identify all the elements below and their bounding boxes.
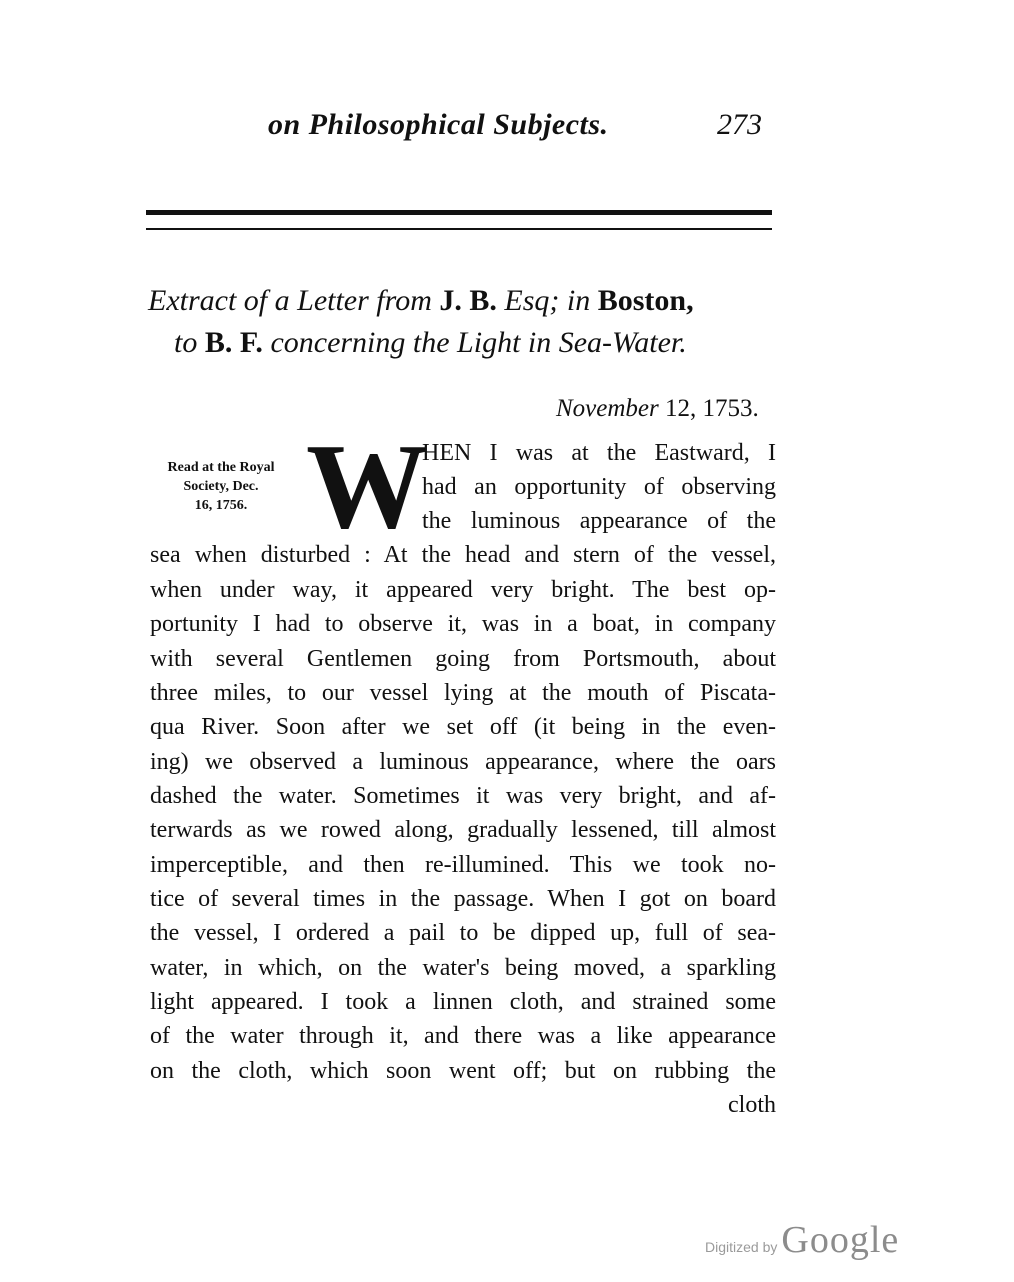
running-title: on Philosophical Subjects. [268,108,609,141]
letter-date [556,395,759,423]
body-line: had an opportunity of observing [422,474,776,500]
margin-note-line: Society, Dec. [183,479,259,494]
title-part: to [174,326,198,359]
title-initials: J. B. [439,284,497,317]
body-line: dashed the water. Sometimes it was very bright, and af- [150,783,776,809]
catchword: cloth [728,1092,776,1118]
article-title-line-2 [174,326,687,360]
body-line: qua River. Soon after we set off (it being in the even- [150,714,776,740]
body-line: when under way, it appeared very bright. The best op- [150,577,776,603]
date-month: November [556,395,659,422]
title-initials: B. F. [204,326,263,359]
header-rule-thick [146,210,772,215]
body-line: the vessel, I ordered a pail to be dipped up, full of sea- [150,920,776,946]
body-line: imperceptible, and then re-illumined. This we took no- [150,852,776,878]
body-line: ing) we observed a luminous appearance, where the oars [150,749,776,775]
margin-note [136,458,306,515]
title-part: concerning the Light in Sea-Water. [270,326,687,359]
title-place: Boston, [597,284,694,317]
body-line: with several Gentlemen going from Portsmouth, about [150,646,776,672]
margin-note-line: 16, 1756. [194,498,248,513]
title-part: Esq; [504,284,560,317]
google-logo: Google [781,1219,900,1261]
digitized-watermark [705,1218,899,1262]
body-line: light appeared. I took a linnen cloth, and strained some [150,989,776,1015]
body-line: of the water through it, and there was a like appearance [150,1023,776,1049]
body-line: on the cloth, which soon went off; but on rubbing the [150,1058,776,1084]
title-part: Extract of a Letter from [148,284,432,317]
date-day-year: 12, 1753. [665,395,759,422]
title-part: in [566,284,591,317]
page-number: 273 [717,108,762,141]
margin-note-line: Read at the Royal [167,460,275,475]
article-title-line-1 [148,284,694,318]
body-line: three miles, to our vessel lying at the mouth of Piscata- [150,680,776,706]
body-line: terwards as we rowed along, gradually lessened, till almost [150,817,776,843]
digitized-label: Digitized by [705,1239,778,1255]
body-line: tice of several times in the passage. When I got on board [150,886,776,912]
body-line: portunity I had to observe it, was in a boat, in company [150,611,776,637]
body-line: sea when disturbed : At the head and stern of the vessel, [150,542,776,568]
body-line: HEN I was at the Eastward, I [422,440,776,466]
drop-cap: W [306,419,428,554]
body-line: the luminous appearance of the [422,508,776,534]
body-line: water, in which, on the water's being moved, a sparkling [150,955,776,981]
header-rule-thin [146,228,772,230]
